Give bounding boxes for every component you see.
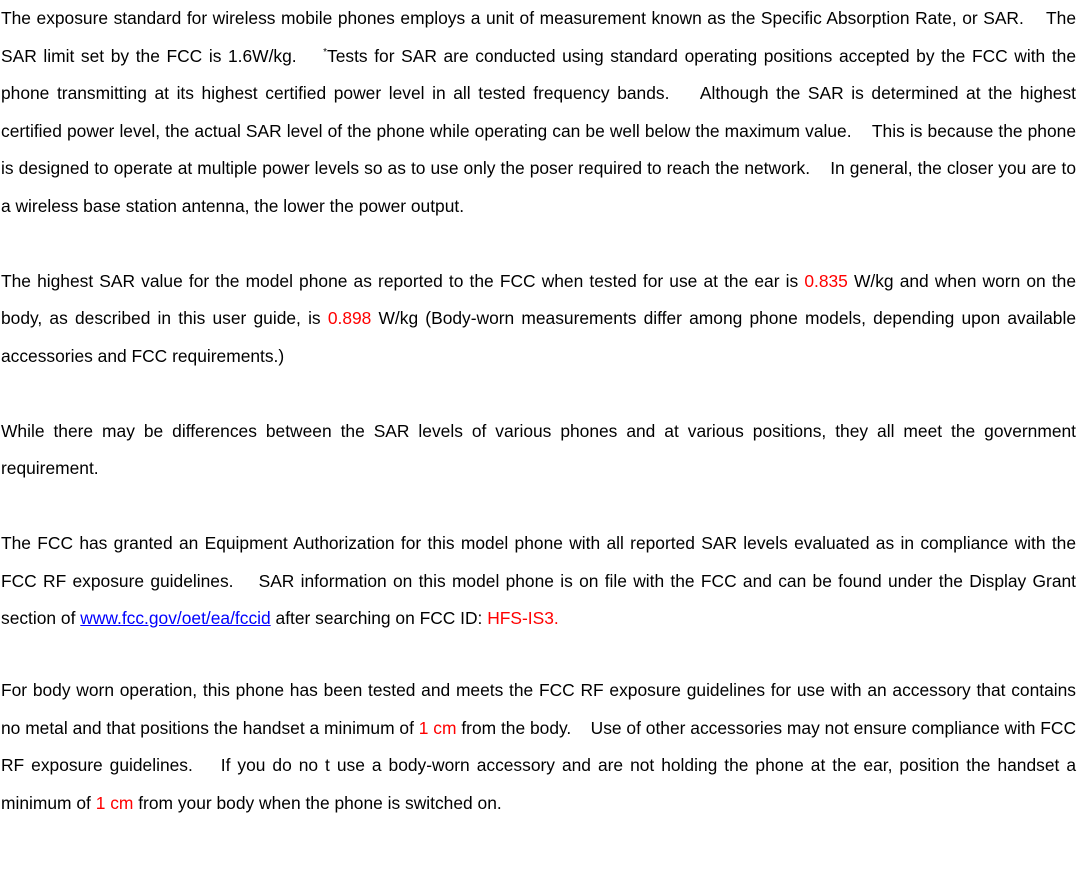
text-other-accessories: Use of other accessories may not ensure compliance with FCC RF exposure guidelines. (1, 717, 1077, 775)
paragraph-spacer (1, 225, 1076, 263)
ear-sar-value: 0.835 (804, 270, 848, 291)
paragraph-spacer (1, 488, 1076, 526)
paragraph-equipment-authorization (1, 525, 1076, 638)
footnote-asterisk: * (323, 46, 328, 58)
paragraph-differences (1, 413, 1076, 488)
min-distance-value-2: 1 cm (95, 792, 134, 813)
paragraph-body-worn (1, 672, 1076, 822)
sentence-sar-level: Although the SAR is determined at the highest certified power level, the actual SAR level of the phone while operating can be well below the maximum value. (1, 83, 1077, 141)
text-sar-information: SAR information on this model phone is on file with the FCC and can be found under the Display Grant section of (1, 570, 1076, 628)
text-fcc-id-label: after searching on FCC ID: (270, 608, 488, 628)
text-body-worn-operation: For body worn operation, this phone has been tested and meets the FCC RF exposure guidelines for use with an accessory that contains no metal and that positions the handset a minimum of (1, 680, 1076, 738)
text-no-accessory: If you do no t use a body-worn accessory and are not holding the phone at the ear, position the handset a minimum of (1, 755, 1076, 813)
paragraph-spacer (1, 638, 1076, 676)
text-switched-on: from your body when the phone is switched on. (133, 792, 502, 813)
min-distance-value-1: 1 cm (418, 717, 457, 738)
sentence-sar-definition: The exposure standard for wireless mobile phones employs a unit of measurement known as the Specific Absorption Rate, or SAR. (1, 8, 1024, 28)
paragraph-spacer (1, 375, 1076, 413)
text-body-worn-note: W/kg (Body-worn measurements differ among phone models, depending upon available accessories and FCC requirements.) (1, 308, 1076, 366)
fcc-id-value: HFS-IS3. (487, 608, 559, 628)
text-equipment-authorization: The FCC has granted an Equipment Authorization for this model phone with all reported SAR levels evaluated as in compliance with the FCC RF exposure guidelines. (1, 533, 1076, 591)
body-sar-value: 0.898 (327, 308, 372, 328)
text-highest-sar-intro: The highest SAR value for the model phone as reported to the FCC when tested for use at the ear is (1, 270, 805, 291)
fcc-link[interactable]: www.fcc.gov/oet/ea/fccid (80, 608, 271, 628)
text-body-worn: W/kg and when worn on the body, as described in this user guide, is (1, 270, 1076, 328)
sentence-sar-limit: The SAR limit set by the FCC is 1.6W/kg. (1, 8, 1076, 66)
paragraph-highest-sar (1, 263, 1076, 376)
paragraph-sar-definition (1, 0, 1076, 225)
sentence-power-levels: This is because the phone is designed to operate at multiple power levels so as to use only the poser required to reach the network. (1, 120, 1076, 178)
text-differences: While there may be differences between the SAR levels of various phones and at various positions, they all meet the government requirement. (1, 420, 1076, 478)
sentence-sar-tests: Tests for SAR are conducted using standard operating positions accepted by the FCC with the phone transmitting at its highest certified power level in all tested frequency bands. (1, 45, 1077, 103)
sentence-base-station: In general, the closer you are to a wireless base station antenna, the lower the power output. (1, 158, 1077, 216)
text-from-body: from the body. (456, 717, 572, 738)
